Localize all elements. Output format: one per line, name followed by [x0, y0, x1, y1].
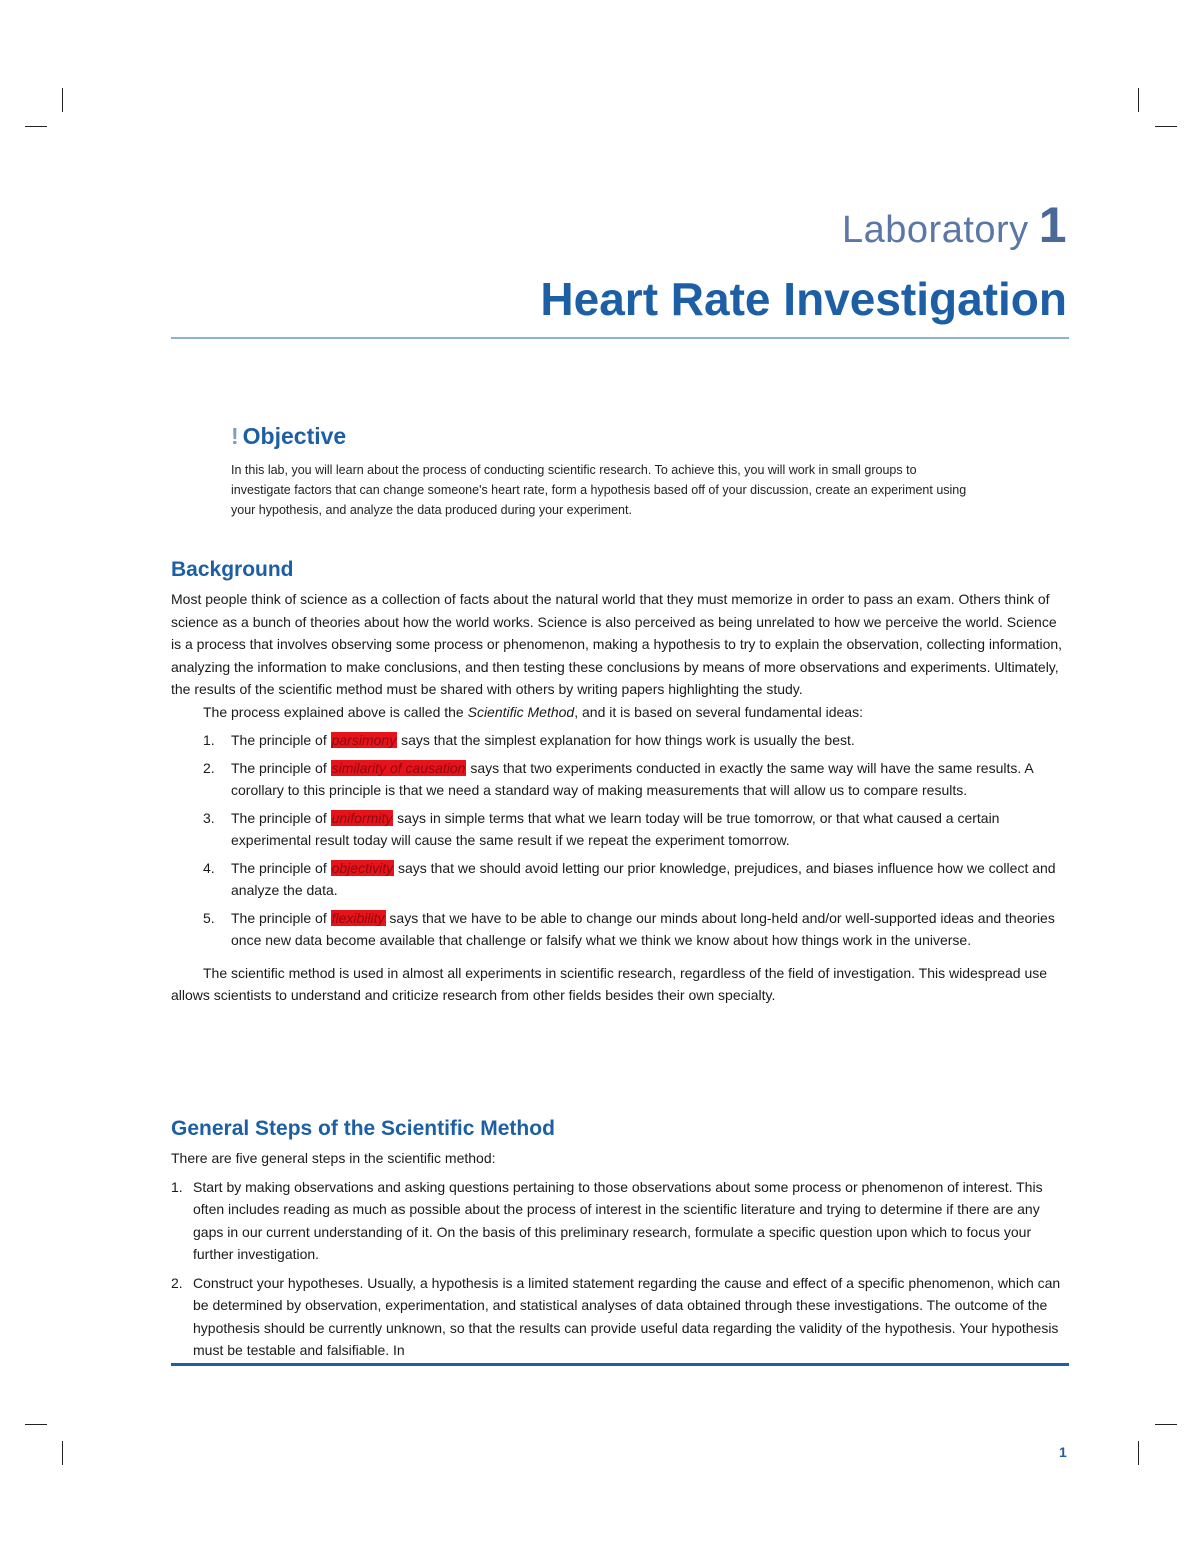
list-item [171, 1176, 1069, 1266]
objective-heading [231, 423, 346, 450]
page-number: 1 [1059, 1444, 1067, 1460]
laboratory-word: Laboratory [842, 209, 1029, 251]
scientific-method-term: Scientific Method [467, 703, 575, 720]
highlighted-term: uniformity [331, 809, 393, 826]
exclamation-icon: ! [231, 423, 239, 449]
objective-heading-text: Objective [242, 423, 347, 449]
intro-text: The process explained above is called the [203, 703, 468, 720]
list-number: 2. [171, 1274, 183, 1291]
general-steps-intro: There are five general steps in the scientific method: [171, 1150, 496, 1166]
list-number: 4. [203, 859, 215, 876]
laboratory-number: 1 [1038, 197, 1067, 253]
list-number: 2. [203, 759, 215, 776]
principle-text: says that we have to be able to change our minds about long-held and/or well-supported ideas and theories once new data become available that challenge or falsify what we think we know about how things work in the universe. [231, 909, 1055, 948]
list-item [171, 907, 1069, 952]
step-text: Construct your hypotheses. Usually, a hypothesis is a limited statement regarding the cause and effect of a specific phenomenon, which can be determined by observation, experimentation, and statistical analyses of data obtained through these investigations. The outcome of the hypothesis should be currently unknown, so that the results can provide useful data regarding the validity of the hypothesis. Your hypothesis must be testable and falsifiable. In [193, 1274, 1061, 1358]
crop-mark [25, 126, 47, 127]
highlighted-term: objectivity [331, 859, 394, 876]
background-heading: Background [171, 558, 294, 581]
background-paragraph: Most people think of science as a collection of facts about the natural world that they must memorize in order to pass an exam. Others think of science as a bunch of theories about how the world works. Science is also perceived as being unrelated to how we perceive the world. Science is a process that involves observing some process or phenomenon, making a hypothesis to try to explain the observation, collecting information, analyzing the information to make conclusions, and then testing these conclusions by means of more observations and experiments. Ultimately, the results of the scientific method must be shared with others by writing papers highlighting the study. [171, 591, 1063, 697]
footer-divider [171, 1363, 1069, 1366]
crop-mark [1155, 126, 1177, 127]
highlighted-term: flexibility [331, 909, 385, 926]
general-steps-heading: General Steps of the Scientific Method [171, 1117, 555, 1140]
highlighted-term: parsimony [331, 732, 397, 748]
page-title: Heart Rate Investigation [540, 273, 1067, 325]
list-item [171, 807, 1069, 852]
principle-text: says that we should avoid letting our prior knowledge, prejudices, and biases influence how we collect and analyze the data. [231, 859, 1056, 898]
principle-pre: The principle of [231, 909, 331, 926]
list-item [171, 757, 1069, 802]
crop-mark [1138, 1441, 1139, 1465]
principle-pre: The principle of [231, 732, 331, 748]
list-item [171, 729, 1069, 752]
background-closing-paragraph: The scientific method is used in almost all experiments in scientific research, regardless of the field of investigation. This widespread use allows scientists to understand and criticize research from other fields besides their own specialty. [171, 964, 1048, 1003]
principle-text: says in simple terms that what we learn today will be true tomorrow, or that what caused a certain experimental result today will cause the same result if we repeat the experiment tomorrow. [231, 809, 1000, 848]
intro-text-end: , and it is based on several fundamental ideas: [574, 703, 863, 720]
crop-mark [62, 88, 63, 112]
highlighted-term: similarity of causation [331, 759, 466, 776]
list-item [171, 1272, 1069, 1362]
general-steps-section [171, 1117, 1069, 1368]
laboratory-label [842, 196, 1067, 254]
principle-pre: The principle of [231, 809, 331, 826]
crop-mark [1155, 1424, 1177, 1425]
list-number: 5. [203, 909, 215, 926]
principles-list [171, 729, 1069, 952]
list-item [171, 857, 1069, 902]
principle-text: says that the simplest explanation for how things work is usually the best. [397, 732, 855, 748]
principle-text: says that two experiments conducted in exactly the same way will have the same results. A corollary to this principle is that we need a standard way of making measurements that will allow us to compare results. [231, 759, 1033, 798]
list-number: 1. [203, 732, 215, 748]
list-number: 3. [203, 809, 215, 826]
crop-mark [62, 1441, 63, 1465]
step-text: Start by making observations and asking questions pertaining to those observations about some process or phenomenon of interest. This often includes reading as much as possible about the process of interest in the scientific literature and trying to determine if there are any gaps in our current understanding of it. On the basis of this preliminary research, formulate a specific question upon which to focus your further investigation. [193, 1178, 1043, 1262]
crop-mark [1138, 88, 1139, 112]
principle-pre: The principle of [231, 759, 331, 776]
steps-list [171, 1176, 1069, 1362]
background-section [171, 558, 1069, 1007]
scientific-method-intro [171, 701, 1069, 724]
list-number: 1. [171, 1178, 183, 1195]
objective-text: In this lab, you will learn about the process of conducting scientific research. To achieve this, you will work in small groups to investigate factors that can change someone's heart rate, form a hypothesis based off of your discussion, create an experiment using your hypothesis, and analyze the data produced during your experiment. [231, 463, 967, 517]
title-divider [171, 337, 1069, 339]
principle-pre: The principle of [231, 859, 331, 876]
crop-mark [25, 1424, 47, 1425]
